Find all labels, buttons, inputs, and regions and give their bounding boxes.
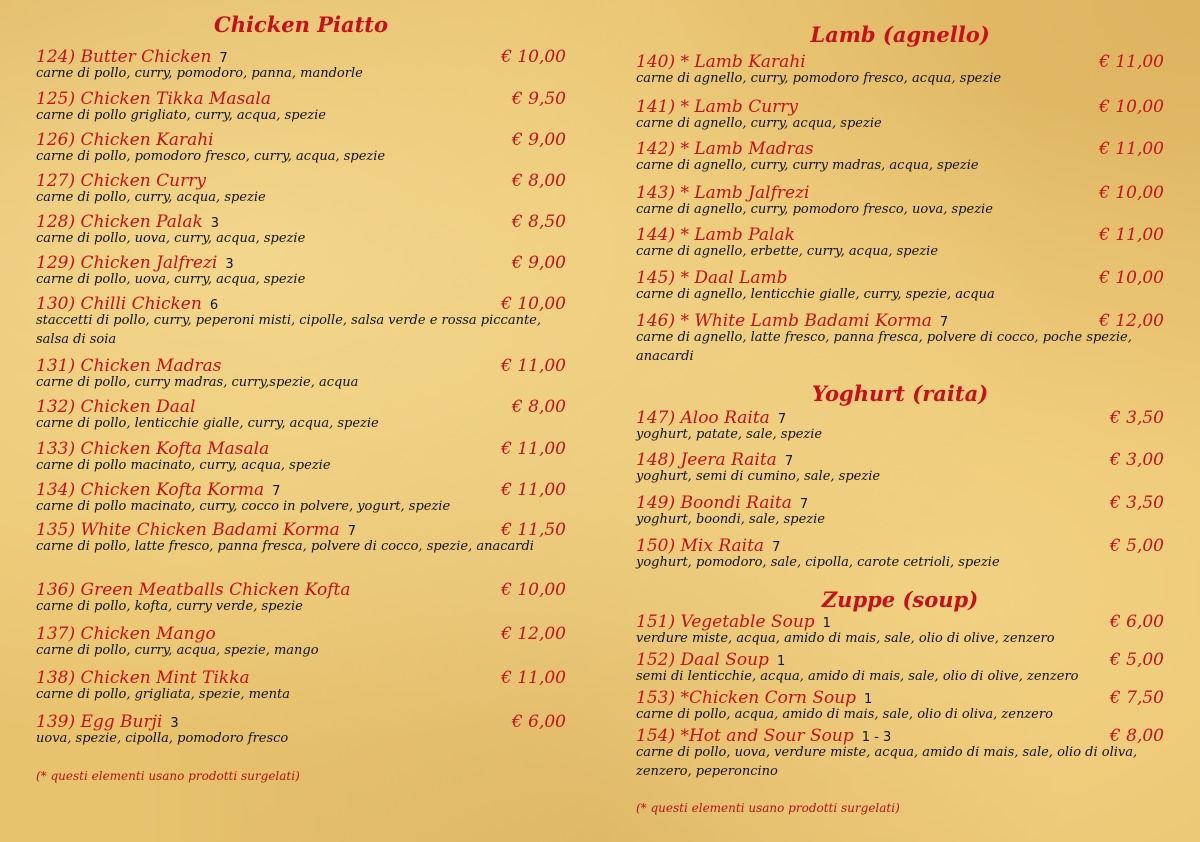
allergen-code: 1 - 3	[861, 730, 892, 745]
item-price: € 7,50	[1109, 688, 1164, 708]
menu-item	[36, 211, 566, 248]
item-name: 129) Chicken Jalfrezi 3	[36, 253, 234, 273]
item-name: 150) Mix Raita 7	[636, 536, 781, 556]
allergen-code: 7	[799, 497, 809, 512]
menu-item	[36, 519, 566, 556]
item-name: 128) Chicken Palak 3	[36, 212, 220, 232]
item-name: 126) Chicken Karahi	[36, 130, 214, 150]
item-description: carne di pollo macinato, curry, cocco in polvere, yogurt, spezie	[36, 499, 451, 514]
item-name: 124) Butter Chicken 7	[36, 47, 228, 67]
item-description: verdure miste, acqua, amido di mais, sale, olio di olive, zenzero	[636, 631, 1055, 646]
item-name: 143) * Lamb Jalfrezi	[636, 183, 810, 203]
item-price: € 11,00	[1099, 139, 1164, 159]
section-title-soup: Zuppe (soup)	[821, 587, 979, 612]
item-price: € 6,00	[511, 712, 566, 732]
menu-item	[36, 579, 566, 616]
item-name: 131) Chicken Madras	[36, 356, 222, 376]
allergen-code: 3	[225, 257, 234, 272]
allergen-code: 7	[772, 540, 781, 555]
item-name: 145) * Daal Lamb	[636, 268, 788, 288]
allergen-code: 3	[170, 716, 179, 731]
item-price: € 8,00	[511, 171, 566, 191]
item-name: 130) Chilli Chicken 6	[36, 294, 219, 314]
item-description: carne di agnello, latte fresco, panna fresca, polvere di cocco, poche spezie, anacardi	[636, 330, 1132, 364]
item-description: carne di pollo, curry, acqua, spezie, mango	[36, 643, 319, 658]
allergen-code: 1	[776, 654, 786, 669]
menu-item	[636, 267, 1164, 304]
item-price: € 8,50	[511, 212, 566, 232]
item-name: 137) Chicken Mango	[36, 624, 216, 644]
menu-item	[36, 667, 566, 704]
menu-item	[36, 711, 566, 748]
menu-item	[36, 170, 566, 207]
item-price: € 10,00	[501, 580, 566, 600]
menu-item	[36, 355, 566, 392]
item-price: € 11,00	[501, 356, 566, 376]
item-name: 138) Chicken Mint Tikka	[36, 668, 250, 688]
item-description: carne di agnello, curry, pomodoro fresco, uova, spezie	[636, 202, 993, 217]
item-name: 125) Chicken Tikka Masala	[36, 89, 272, 109]
item-description: carne di pollo, grigliata, spezie, menta	[36, 687, 290, 702]
item-name: 133) Chicken Kofta Masala	[36, 439, 270, 459]
item-description: staccetti di pollo, curry, peperoni misti, cipolle, salsa verde e rossa piccante, salsa di soia	[36, 313, 542, 347]
item-name: 152) Daal Soup 1	[636, 650, 786, 670]
allergen-code: 1	[822, 616, 831, 631]
menu-item	[36, 46, 566, 83]
menu-item	[636, 649, 1164, 686]
item-description: carne di pollo, latte fresco, panna fresca, polvere di cocco, spezie, anacardi	[36, 539, 534, 554]
allergen-code: 6	[209, 298, 219, 313]
allergen-code: 1	[864, 692, 873, 707]
item-price: € 11,00	[501, 480, 566, 500]
item-price: € 10,00	[1099, 268, 1164, 288]
item-description: carne di pollo, kofta, curry verde, spezie	[36, 599, 303, 614]
allergen-code: 7	[347, 524, 357, 539]
item-price: € 10,00	[501, 47, 566, 67]
item-name: 146) * White Lamb Badami Korma 7	[636, 311, 949, 331]
item-description: carne di agnello, lenticchie gialle, curry, spezie, acqua	[636, 287, 995, 302]
menu-item	[636, 182, 1164, 219]
item-price: € 10,00	[1099, 183, 1164, 203]
item-description: carne di pollo, uova, curry, acqua, spezie	[36, 231, 306, 246]
item-price: € 5,00	[1109, 536, 1164, 556]
section-title-chicken: Chicken Piatto	[213, 12, 389, 37]
item-price: € 11,00	[1099, 52, 1164, 72]
item-description: carne di agnello, erbette, curry, acqua, spezie	[636, 244, 939, 259]
allergen-code: 3	[210, 216, 220, 231]
item-name: 140) * Lamb Karahi	[636, 52, 806, 72]
item-name: 149) Boondi Raita 7	[636, 493, 809, 513]
item-description: carne di pollo macinato, curry, acqua, spezie	[36, 458, 331, 473]
item-description: semi di lenticchie, acqua, amido di mais, sale, olio di olive, zenzero	[636, 669, 1079, 684]
item-price: € 10,00	[1099, 97, 1164, 117]
item-description: yoghurt, boondi, sale, spezie	[636, 512, 825, 527]
item-price: € 12,00	[1099, 311, 1164, 331]
menu-item	[36, 129, 566, 166]
allergen-code: 7	[777, 412, 787, 427]
menu-item	[636, 407, 1164, 444]
frozen-products-footnote: (* questi elementi usano prodotti surgelati)	[36, 769, 300, 783]
item-price: € 9,50	[511, 89, 566, 109]
section-title-lamb: Lamb (agnello)	[810, 22, 990, 47]
item-description: carne di pollo, lenticchie gialle, curry, acqua, spezie	[36, 416, 379, 431]
item-description: yoghurt, pomodoro, sale, cipolla, carote cetrioli, spezie	[636, 555, 1000, 570]
allergen-code: 7	[939, 315, 949, 330]
item-name: 142) * Lamb Madras	[636, 139, 814, 159]
item-price: € 3,00	[1109, 450, 1164, 470]
item-price: € 8,00	[511, 397, 566, 417]
item-name: 148) Jeera Raita 7	[636, 450, 794, 470]
item-description: carne di pollo, curry, pomodoro, panna, mandorle	[36, 66, 363, 81]
item-price: € 3,50	[1109, 493, 1164, 513]
item-name: 136) Green Meatballs Chicken Kofta	[36, 580, 351, 600]
item-description: yoghurt, semi di cumino, sale, spezie	[636, 469, 881, 484]
menu-item	[636, 96, 1164, 133]
menu-item	[636, 138, 1164, 175]
allergen-code: 7	[219, 51, 228, 66]
menu-item	[36, 479, 566, 516]
item-price: € 11,00	[1099, 225, 1164, 245]
item-description: carne di agnello, curry, acqua, spezie	[636, 116, 882, 131]
menu-item	[36, 252, 566, 289]
item-price: € 6,00	[1109, 612, 1164, 632]
item-description: carne di pollo, pomodoro fresco, curry, acqua, spezie	[36, 149, 386, 164]
menu-item	[36, 396, 566, 433]
item-description: carne di pollo, uova, verdure miste, acqua, amido di mais, sale, olio di oliva, zenzero, peperoncino	[636, 745, 1138, 779]
item-name: 141) * Lamb Curry	[636, 97, 799, 117]
item-description: carne di agnello, curry, pomodoro fresco, acqua, spezie	[636, 71, 1002, 86]
item-name: 144) * Lamb Palak	[636, 225, 795, 245]
menu-item	[36, 438, 566, 475]
frozen-products-footnote: (* questi elementi usano prodotti surgelati)	[636, 801, 900, 815]
section-title-yoghurt: Yoghurt (raita)	[811, 381, 989, 406]
item-description: uova, spezie, cipolla, pomodoro fresco	[36, 731, 289, 746]
item-description: carne di pollo, uova, curry, acqua, spezie	[36, 272, 306, 287]
item-price: € 3,50	[1109, 408, 1164, 428]
menu-item	[636, 51, 1164, 88]
item-price: € 11,50	[501, 520, 566, 540]
allergen-code: 7	[784, 454, 794, 469]
item-name: 139) Egg Burji 3	[36, 712, 179, 732]
item-description: carne di pollo grigliato, curry, acqua, spezie	[36, 108, 326, 123]
item-name: 154) *Hot and Sour Soup 1 - 3	[636, 726, 892, 746]
item-name: 127) Chicken Curry	[36, 171, 206, 191]
item-name: 135) White Chicken Badami Korma 7	[36, 520, 357, 540]
item-price: € 11,00	[501, 668, 566, 688]
item-name: 134) Chicken Kofta Korma 7	[36, 480, 281, 500]
item-price: € 11,00	[501, 439, 566, 459]
menu-item	[636, 687, 1164, 724]
item-name: 151) Vegetable Soup 1	[636, 612, 831, 632]
menu-item	[636, 611, 1164, 648]
allergen-code: 7	[272, 484, 281, 499]
menu-item	[636, 310, 1164, 366]
menu-item	[636, 224, 1164, 261]
menu-item	[636, 725, 1164, 781]
menu-item	[636, 449, 1164, 486]
item-price: € 9,00	[511, 253, 566, 273]
item-price: € 9,00	[511, 130, 566, 150]
item-name: 132) Chicken Daal	[36, 397, 196, 417]
item-price: € 10,00	[501, 294, 566, 314]
menu-item	[636, 492, 1164, 529]
item-price: € 12,00	[501, 624, 566, 644]
item-price: € 8,00	[1109, 726, 1164, 746]
item-description: carne di agnello, curry, curry madras, acqua, spezie	[636, 158, 979, 173]
item-description: yoghurt, patate, sale, spezie	[636, 427, 823, 442]
menu-item	[36, 88, 566, 125]
item-description: carne di pollo, curry madras, curry,spezie, acqua	[36, 375, 359, 390]
item-description: carne di pollo, acqua, amido di mais, sale, olio di oliva, zenzero	[636, 707, 1053, 722]
item-price: € 5,00	[1109, 650, 1164, 670]
menu-item	[36, 623, 566, 660]
menu-item	[636, 535, 1164, 572]
item-name: 147) Aloo Raita 7	[636, 408, 787, 428]
item-description: carne di pollo, curry, acqua, spezie	[36, 190, 266, 205]
menu-item	[36, 293, 566, 349]
item-name: 153) *Chicken Corn Soup 1	[636, 688, 873, 708]
